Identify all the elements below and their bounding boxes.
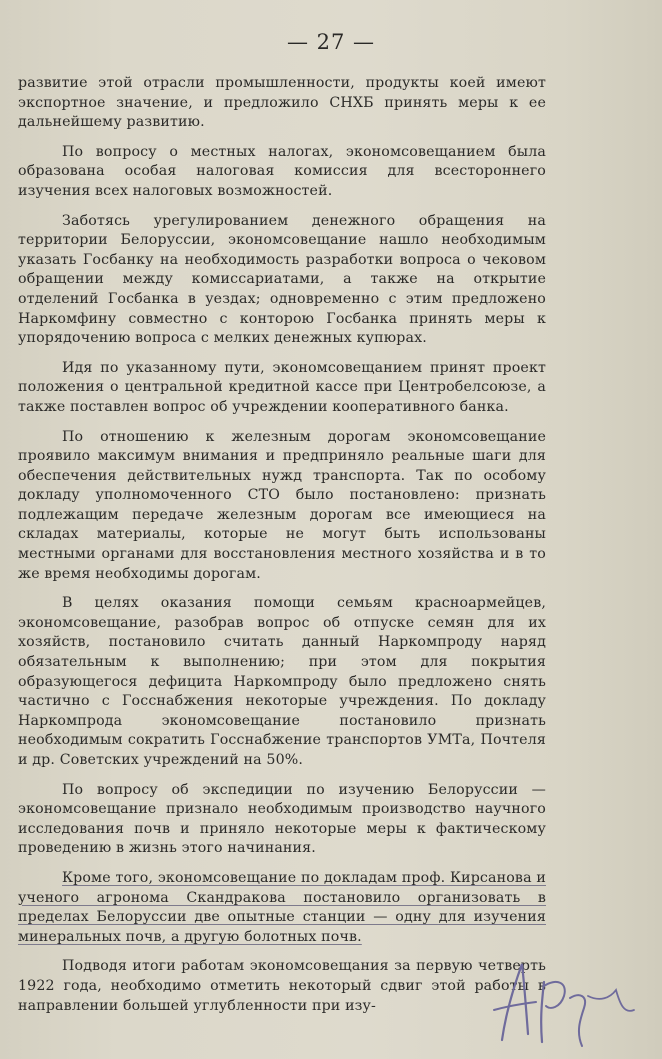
paragraph-3: Заботясь урегулированием денежного обращения на территории Белоруссии, экономсовещание нашло необходимым указать Госбанку на необходимость разработки вопроса о чековом обращении между комиссариатами, а также на открытие отделений Госбанка в уездах; одновременно с этим предложено Наркомфину совместно с конторою Госбанка принять меры к упорядочению вопроса с мелких денежных купюрах.	[18, 212, 546, 347]
paragraph-1: развитие этой отрасли промышленности, продукты коей имеют экспортное значение, и предложило СНХБ принять меры к ее дальнейшему развитию.	[18, 75, 546, 131]
paragraph-9: Подводя итоги работам экономсовещания за первую четверть 1922 года, необходимо отметить некоторый сдвиг этой работы в направлении большей углубленности при изу-	[18, 958, 546, 1014]
handwritten-signature	[484, 952, 654, 1052]
paragraph-2: По вопросу о местных налогах, экономсовещанием была образована особая налоговая комиссия для всестороннего изучения всех налоговых возможностей.	[18, 143, 546, 199]
paragraph-8-underlined: Кроме того, экономсовещание по докладам проф. Кирсанова и ученого агронома Скандракова постановило организовать в пределах Белоруссии две опытные станции — одну для изучения минеральных почв, а другую болотных почв.	[18, 869, 546, 945]
paragraph-4: Идя по указанному пути, экономсовещанием принят проект положения о центральной кредитной кассе при Центробелсоюзе, а также поставлен вопрос об учреждении кооперативного банка.	[18, 359, 546, 415]
paragraph-5: По отношению к железным дорогам экономсовещание проявило максимум внимания и предприняло реальные шаги для обеспечения действительных нужд транспорта. Так по особому докладу уполномоченного СТО было постановлено: признать подлежащим передаче железным дорогам все имеющиеся на складах материалы, которые не могут быть использованы местными органами для восстановления местного хозяйства и в то же время необходимы дорогам.	[18, 428, 546, 582]
paragraph-6: В целях оказания помощи семьям красноармейцев, экономсовещание, разобрав вопрос об отпуске семян для их хозяйств, постановило считать данный Наркомпроду наряд обязательным к выполнению; при этом для покрытия образующегося дефицита Наркомпроду было предложено снять частично с Госснабжения некоторые учреждения. По докладу Наркомпрода экономсовещание постановило признать необходимым сократить Госснабжение транспортов УМТа, Почтеля и др. Советских учреждений на 50%.	[18, 595, 546, 768]
body-text	[18, 74, 546, 1016]
paragraph-7: По вопросу об экспедиции по изучению Белоруссии — экономсовещание признало необходимым производство научного исследования почв и приняло некоторые меры к фактическому проведению в жизнь этого начинания.	[18, 781, 546, 857]
page-number: — 27 —	[286, 30, 376, 54]
